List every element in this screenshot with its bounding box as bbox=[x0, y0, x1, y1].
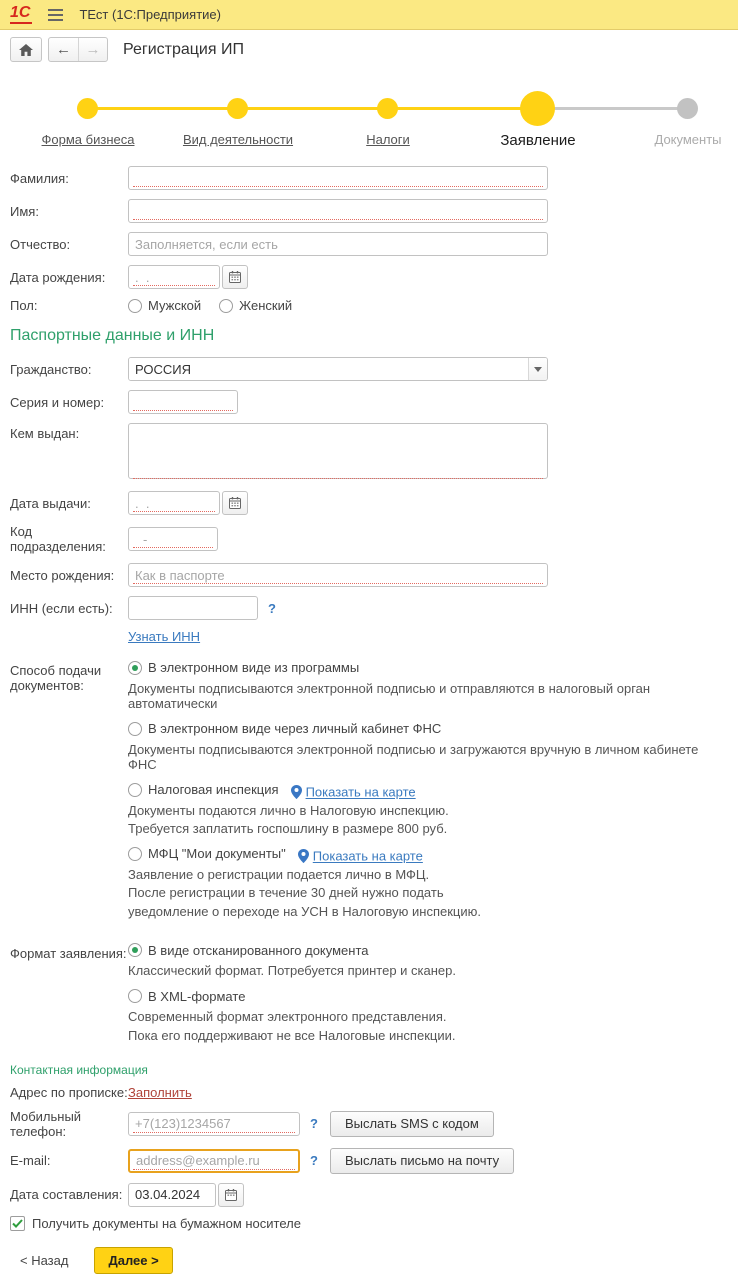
address-row bbox=[10, 1085, 728, 1100]
issue-date-label: Дата выдачи: bbox=[10, 495, 91, 511]
compose-date-label: Дата составления: bbox=[10, 1187, 123, 1203]
application-format-row bbox=[10, 943, 728, 1053]
citizenship-row bbox=[10, 357, 728, 381]
submission-radio-fns-cabinet[interactable] bbox=[128, 721, 441, 736]
submission-option-2-label: В электронном виде через личный кабинет ФНС bbox=[148, 721, 442, 737]
gender-row bbox=[10, 298, 728, 313]
email-label: E-mail: bbox=[10, 1153, 51, 1169]
birth-date-row bbox=[10, 265, 728, 289]
gender-female-label: Женский bbox=[239, 298, 293, 313]
citizenship-input[interactable] bbox=[129, 358, 528, 380]
gender-male-radio[interactable] bbox=[128, 298, 201, 313]
stepper-line-upcoming bbox=[538, 107, 688, 110]
submission-radio-mfc[interactable] bbox=[128, 846, 286, 861]
email-help-icon[interactable]: ? bbox=[310, 1153, 318, 1169]
application-format-label: Формат заявления: bbox=[10, 945, 127, 961]
find-inn-link[interactable]: Узнать ИНН bbox=[128, 629, 201, 644]
submission-radio-program[interactable] bbox=[128, 660, 359, 675]
first-name-input[interactable] bbox=[128, 199, 548, 223]
home-icon bbox=[19, 44, 33, 56]
birth-place-label: Место рождения: bbox=[10, 567, 115, 583]
passport-section-title: Паспортные данные и ИНН bbox=[10, 327, 215, 344]
contact-section-title: Контактная информация bbox=[10, 1062, 148, 1077]
format-radio-xml[interactable] bbox=[128, 989, 245, 1004]
birth-place-row bbox=[10, 563, 728, 587]
gender-male-label: Мужской bbox=[148, 298, 202, 313]
format-options bbox=[128, 943, 456, 1053]
issued-by-label: Кем выдан: bbox=[10, 426, 80, 441]
middle-name-row bbox=[10, 232, 728, 256]
passport-series-label: Серия и номер: bbox=[10, 394, 105, 410]
submission-option-4 bbox=[128, 846, 728, 918]
inn-label: ИНН (если есть): bbox=[10, 600, 113, 616]
submission-option-2-desc: Документы подписываются электронной подписью и загружаются вручную в личном кабинете ФНС bbox=[128, 741, 699, 772]
send-email-button[interactable]: Выслать письмо на почту bbox=[330, 1148, 514, 1174]
compose-date-row bbox=[10, 1183, 728, 1207]
stepper-line-done bbox=[88, 107, 538, 110]
submission-option-3-desc-1: Документы подаются лично в Налоговую инспекцию. bbox=[128, 802, 449, 818]
back-button[interactable]: ← bbox=[56, 41, 71, 58]
registration-form bbox=[0, 152, 738, 1288]
submission-option-2 bbox=[128, 721, 728, 772]
page-title: Регистрация ИП bbox=[123, 40, 244, 58]
submission-option-3 bbox=[128, 782, 728, 836]
format-option-2-label: В XML-формате bbox=[148, 988, 246, 1004]
division-code-label: Код подразделения: bbox=[10, 524, 106, 554]
submission-method-row bbox=[10, 660, 728, 929]
home-button[interactable] bbox=[10, 37, 42, 62]
send-sms-button[interactable]: Выслать SMS с кодом bbox=[330, 1111, 494, 1137]
radio-icon bbox=[128, 989, 142, 1003]
1c-logo[interactable]: 1С bbox=[10, 5, 32, 25]
issued-by-row bbox=[10, 423, 728, 482]
step-dot-2[interactable] bbox=[227, 98, 248, 119]
citizenship-label: Гражданство: bbox=[10, 361, 92, 377]
radio-selected-icon bbox=[128, 943, 142, 957]
radio-icon bbox=[219, 299, 233, 313]
calendar-icon bbox=[229, 271, 241, 283]
app-title: ТЕст (1С:Предприятие) bbox=[79, 7, 221, 22]
radio-icon bbox=[128, 783, 142, 797]
submission-option-1-label: В электронном виде из программы bbox=[148, 660, 360, 675]
inn-input[interactable] bbox=[128, 596, 258, 620]
first-name-row bbox=[10, 199, 728, 223]
step-link-taxes[interactable]: Налоги bbox=[366, 132, 410, 147]
format-option-1 bbox=[128, 943, 456, 979]
birth-place-input[interactable] bbox=[128, 563, 548, 587]
middle-name-input[interactable] bbox=[128, 232, 548, 256]
phone-input[interactable] bbox=[128, 1112, 300, 1136]
birth-date-input[interactable] bbox=[128, 265, 220, 289]
chevron-down-icon bbox=[534, 367, 542, 372]
forward-button[interactable]: → bbox=[78, 38, 107, 61]
email-row bbox=[10, 1148, 728, 1174]
format-option-2 bbox=[128, 989, 456, 1043]
issue-date-calendar-button[interactable] bbox=[222, 491, 248, 515]
division-code-input[interactable] bbox=[128, 527, 218, 551]
last-name-row bbox=[10, 166, 728, 190]
nav-toolbar bbox=[0, 30, 738, 68]
step-link-activity-type[interactable]: Вид деятельности bbox=[182, 132, 294, 147]
radio-icon bbox=[128, 847, 142, 861]
birth-date-calendar-button[interactable] bbox=[222, 265, 248, 289]
format-radio-scanned[interactable] bbox=[128, 943, 369, 958]
middle-name-label: Отчество: bbox=[10, 236, 71, 252]
email-input[interactable] bbox=[128, 1149, 300, 1173]
submission-option-3-desc-2: Требуется заплатить госпошлину в размере 800 руб. bbox=[128, 821, 448, 837]
main-menu-icon[interactable] bbox=[46, 7, 65, 23]
compose-date-input[interactable] bbox=[128, 1183, 216, 1207]
calendar-icon bbox=[225, 1189, 237, 1201]
address-fill-link[interactable]: Заполнить bbox=[128, 1084, 192, 1100]
submission-option-4-desc-2: После регистрации в течение 30 дней нужно подать bbox=[128, 885, 444, 901]
submission-method-label: Способ подачи документов: bbox=[10, 663, 102, 693]
last-name-input[interactable] bbox=[128, 166, 548, 190]
gender-female-radio[interactable] bbox=[219, 298, 292, 313]
radio-selected-icon bbox=[128, 661, 142, 675]
step-dot-3[interactable] bbox=[377, 98, 398, 119]
submission-option-3-label: Налоговая инспекция bbox=[148, 782, 279, 798]
wizard-footer bbox=[10, 1245, 728, 1288]
step-link-business-form[interactable]: Форма бизнеса bbox=[41, 132, 135, 147]
inn-row bbox=[10, 596, 728, 620]
step-dot-4-active[interactable] bbox=[520, 91, 555, 126]
passport-series-row bbox=[10, 390, 728, 414]
submission-option-1 bbox=[128, 660, 728, 711]
phone-help-icon[interactable]: ? bbox=[310, 1116, 318, 1132]
address-label: Адрес по прописке: bbox=[10, 1084, 128, 1100]
inn-help-icon[interactable]: ? bbox=[268, 600, 276, 616]
paper-documents-label: Получить документы на бумажном носителе bbox=[32, 1215, 301, 1231]
step-label-documents: Документы bbox=[654, 132, 722, 147]
radio-icon bbox=[128, 299, 142, 313]
next-button[interactable]: Далее > bbox=[94, 1247, 172, 1274]
citizenship-dropdown-button[interactable] bbox=[528, 358, 547, 380]
submission-option-1-desc: Документы подписываются электронной подписью и отправляются в налоговый орган автоматически bbox=[128, 680, 651, 711]
map-pin-icon bbox=[291, 785, 302, 799]
paper-documents-row bbox=[10, 1216, 728, 1231]
birth-date-label: Дата рождения: bbox=[10, 269, 106, 285]
radio-icon bbox=[128, 722, 142, 736]
passport-series-input[interactable] bbox=[128, 390, 238, 414]
phone-label: Мобильный телефон: bbox=[10, 1108, 82, 1139]
back-link[interactable]: < Назад bbox=[20, 1252, 69, 1268]
history-buttons bbox=[48, 37, 108, 62]
format-option-1-label: В виде отсканированного документа bbox=[148, 942, 369, 958]
mfc-map-link[interactable]: Показать на карте bbox=[312, 848, 423, 864]
issued-by-textarea[interactable] bbox=[128, 423, 548, 479]
last-name-label: Фамилия: bbox=[10, 170, 69, 186]
calendar-icon bbox=[229, 497, 241, 509]
issue-date-row bbox=[10, 491, 728, 515]
map-pin-icon bbox=[298, 849, 309, 863]
gender-label: Пол: bbox=[10, 298, 38, 313]
submission-option-4-desc-3: уведомление о переходе на УСН в Налоговую инспекцию. bbox=[128, 903, 481, 919]
submission-radio-tax-office[interactable] bbox=[128, 782, 279, 797]
checkmark-icon bbox=[12, 1219, 23, 1228]
step-label-application: Заявление bbox=[500, 132, 576, 149]
format-option-1-desc: Классический формат. Потребуется принтер и сканер. bbox=[128, 963, 456, 979]
format-option-2-desc-1: Современный формат электронного представления. bbox=[128, 1009, 447, 1025]
submission-option-4-desc-1: Заявление о регистрации подается лично в МФЦ. bbox=[128, 866, 430, 882]
step-dot-5 bbox=[677, 98, 698, 119]
compose-date-calendar-button[interactable] bbox=[218, 1183, 244, 1207]
tax-office-map-link[interactable]: Показать на карте bbox=[305, 784, 416, 800]
phone-row bbox=[10, 1109, 728, 1139]
inn-link-row bbox=[10, 629, 728, 644]
format-option-2-desc-2: Пока его поддерживают не все Налоговые инспекции. bbox=[128, 1027, 456, 1043]
paper-documents-checkbox[interactable] bbox=[10, 1216, 25, 1231]
title-bar bbox=[0, 0, 738, 30]
first-name-label: Имя: bbox=[10, 203, 39, 219]
issue-date-input[interactable] bbox=[128, 491, 220, 515]
wizard-stepper bbox=[0, 76, 738, 152]
citizenship-combobox bbox=[128, 357, 548, 381]
division-code-row bbox=[10, 524, 728, 554]
submission-option-4-label: МФЦ "Мои документы" bbox=[148, 846, 286, 862]
step-dot-1[interactable] bbox=[77, 98, 98, 119]
submission-options bbox=[128, 660, 728, 929]
